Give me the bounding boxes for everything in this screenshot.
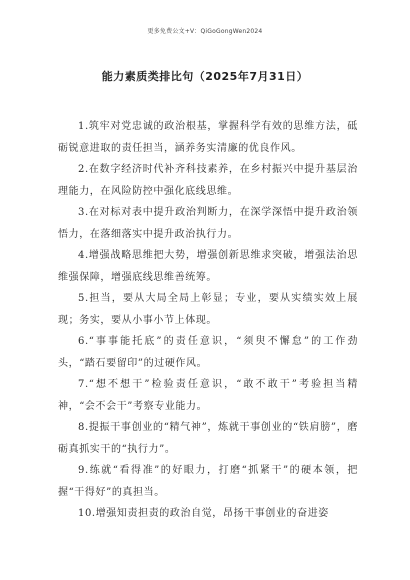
paragraph-6: 6.“事事能托底”的责任意识，“须臾不懈怠”的工作劲头，“踏石要留印”的过硬作风。: [58, 336, 358, 369]
paragraph-8: 8.提振干事创业的“精气神”，炼就干事创业的“铁肩膀”，磨砺真抓实干的“执行力”。: [58, 422, 358, 455]
paragraph-list: [58, 116, 358, 525]
paragraph-9: 9.练就“看得准”的好眼力，打磨“抓紧干”的硬本领，把握“干得好”的真担当。: [58, 465, 358, 498]
header-note: 更多免费公文+V：QiGoGongWen2024: [147, 28, 263, 35]
paragraph-10: 10.增强知责担责的政治自觉，昂扬干事创业的奋进姿: [78, 508, 329, 519]
paragraph-1: 1.筑牢对党忠诚的政治根基，掌握科学有效的思维方法，砥砺锐意进取的责任担当，涵养务实清廉的优良作风。: [58, 121, 358, 154]
paragraph-4: 4.增强战略思维把大势，增强创新思维求突破，增强法治思维强保障，增强底线思维善统筹。: [58, 250, 358, 283]
paragraph-5: 5.担当，要从大局全局上彰显；专业，要从实绩实效上展现；务实，要从小事小节上体现。: [58, 293, 358, 326]
paragraph-2: 2.在数字经济时代补齐科技素养，在乡村振兴中提升基层治理能力，在风险防控中强化底线思维。: [58, 164, 358, 197]
paragraph-7: 7.“想不想干”检验责任意识，“敢不敢干”考验担当精神，“会不会干”考察专业能力。: [58, 379, 358, 412]
paragraph-3: 3.在对标对表中提升政治判断力，在深学深悟中提升政治领悟力，在落细落实中提升政治执行力。: [58, 207, 358, 240]
page-title: 能力素质类排比句（2025年7月31日）: [101, 70, 309, 83]
